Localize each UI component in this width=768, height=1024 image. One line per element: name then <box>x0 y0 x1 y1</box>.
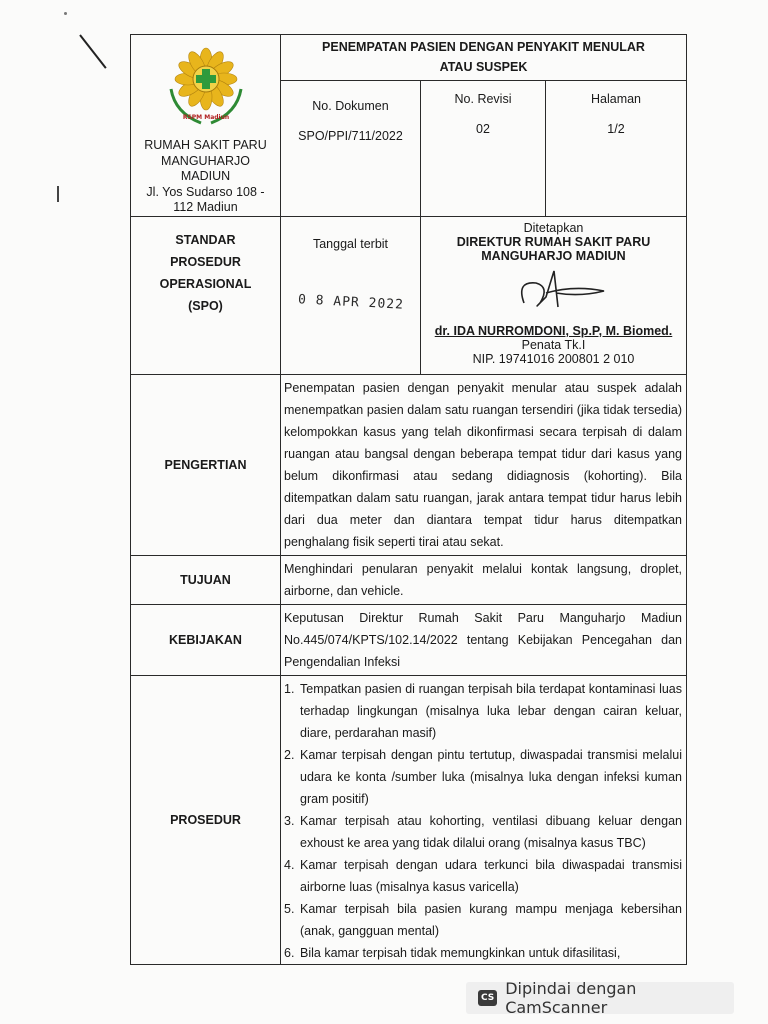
issue-date-label: Tanggal terbit <box>312 236 389 251</box>
prosedur-text <box>281 675 687 964</box>
tujuan-text: Menghindari penularan penyakit melalui kontak langsung, droplet, airborne, dan vehicle. <box>281 555 687 604</box>
ditetapkan-label: Ditetapkan <box>523 220 584 235</box>
director-approval-cell: Ditetapkan DIREKTUR RUMAH SAKIT PARU MANGUHARJO MADIUN dr. IDA NURROMDONI, Sp.P, M. Biomed. Penata Tk.I NIP. 19741016 200801 2 010 <box>421 216 687 374</box>
issue-date-stamp: 0 8 APR 2022 <box>297 291 404 313</box>
document-title: PENEMPATAN PASIEN DENGAN PENYAKIT MENULAR ATAU SUSPEK <box>281 35 687 81</box>
document-number-value: SPO/PPI/711/2022 <box>298 129 403 144</box>
director-rank: Penata Tk.I <box>521 337 586 352</box>
revision-value: 02 <box>476 122 490 137</box>
spo-table <box>130 34 687 965</box>
director-title: DIREKTUR RUMAH SAKIT PARU <box>456 234 651 249</box>
hospital-address: Jl. Yos Sudarso 108 - <box>146 184 265 199</box>
director-name: dr. IDA NURROMDONI, Sp.P, M. Biomed. <box>434 323 673 338</box>
camscanner-icon: CS <box>478 990 497 1006</box>
pengertian-label: PENGERTIAN <box>131 374 281 555</box>
hospital-identity-cell <box>131 35 281 217</box>
prosedur-label: PROSEDUR <box>131 675 281 964</box>
prosedur-list <box>284 678 682 962</box>
document-number-cell <box>281 81 421 216</box>
tujuan-label: TUJUAN <box>131 555 281 604</box>
page-value: 1/2 <box>607 122 625 137</box>
pengertian-text: Penempatan pasien dengan penyakit menular atau suspek adalah menempatkan pasien dalam satu ruangan tersendiri (jika tidak tersedia) kelompokkan kasus yang telah dikonfirmasi secara terpisah di dalam ruangan atau bangsal dengan beberapa tempat tidur dari kasus yang belum dikonfirmasi atau sedang didiagnosis (kohorting). Bila ditempatkan dalam satu ruangan, jarak antara tempat tidur harus lebih dari dua meter dan diantara tempat tidur harus ditempatkan penghalang fisik seperti tirai atau sekat. <box>281 374 687 555</box>
page-number-cell <box>546 81 687 216</box>
list-item: 2. Kamar terpisah dengan pintu tertutup, diwaspadai transmisi melalui udara ke konta /sumber luka (misalnya luka dengan infeksi kuman gram positif) <box>284 747 682 806</box>
camscanner-watermark <box>466 979 734 1017</box>
list-item: 1. Tempatkan pasien di ruangan terpisah bila terdapat kontaminasi luas terhadap lingkungan (misalnya luka lebar dengan cairan keluar, diare, perdarahan masif) <box>284 681 682 740</box>
scan-mark <box>57 186 59 202</box>
document-number-label: No. Dokumen <box>312 99 389 114</box>
director-signature-icon <box>494 263 614 319</box>
list-item: 6. Bila kamar terpisah tidak memungkinkan untuk difasilitasi, <box>284 945 621 960</box>
watermark-text: Dipindai dengan CamScanner <box>505 979 637 1017</box>
svg-text:RSPM Madiun: RSPM Madiun <box>182 114 229 121</box>
list-item: 5. Kamar terpisah bila pasien kurang mampu menjaga kebersihan (anak, gangguan mental) <box>284 901 682 938</box>
pen-mark <box>79 34 106 68</box>
revision-cell <box>421 81 546 216</box>
hospital-logo-icon <box>161 43 251 129</box>
director-nip: NIP. 19741016 200801 2 010 <box>472 351 635 366</box>
spo-label-cell: STANDAR PROSEDUR OPERASIONAL (SPO) <box>131 216 281 374</box>
list-item: 3. Kamar terpisah atau kohorting, ventilasi dibuang keluar dengan exhoust ke area yang tidak dilalui orang (misalnya kasus TBC) <box>284 813 682 850</box>
revision-label: No. Revisi <box>454 92 512 107</box>
kebijakan-label: KEBIJAKAN <box>131 604 281 675</box>
scan-speck <box>64 12 67 15</box>
list-item: 4. Kamar terpisah dengan udara terkunci bila diwaspadai transmisi airborne luas (misalnya kasus varicella) <box>284 857 682 894</box>
issue-date-cell <box>281 216 421 374</box>
page-label: Halaman <box>590 92 642 107</box>
kebijakan-text: Keputusan Direktur Rumah Sakit Paru Manguharjo Madiun No.445/074/KPTS/102.14/2022 tentang Kebijakan Pencegahan dan Pengendalian Infeksi <box>281 604 687 675</box>
hospital-name: RUMAH SAKIT PARU MANGUHARJO MADIUN Jl. Yos Sudarso 108 - 112 Madiun <box>131 138 280 216</box>
